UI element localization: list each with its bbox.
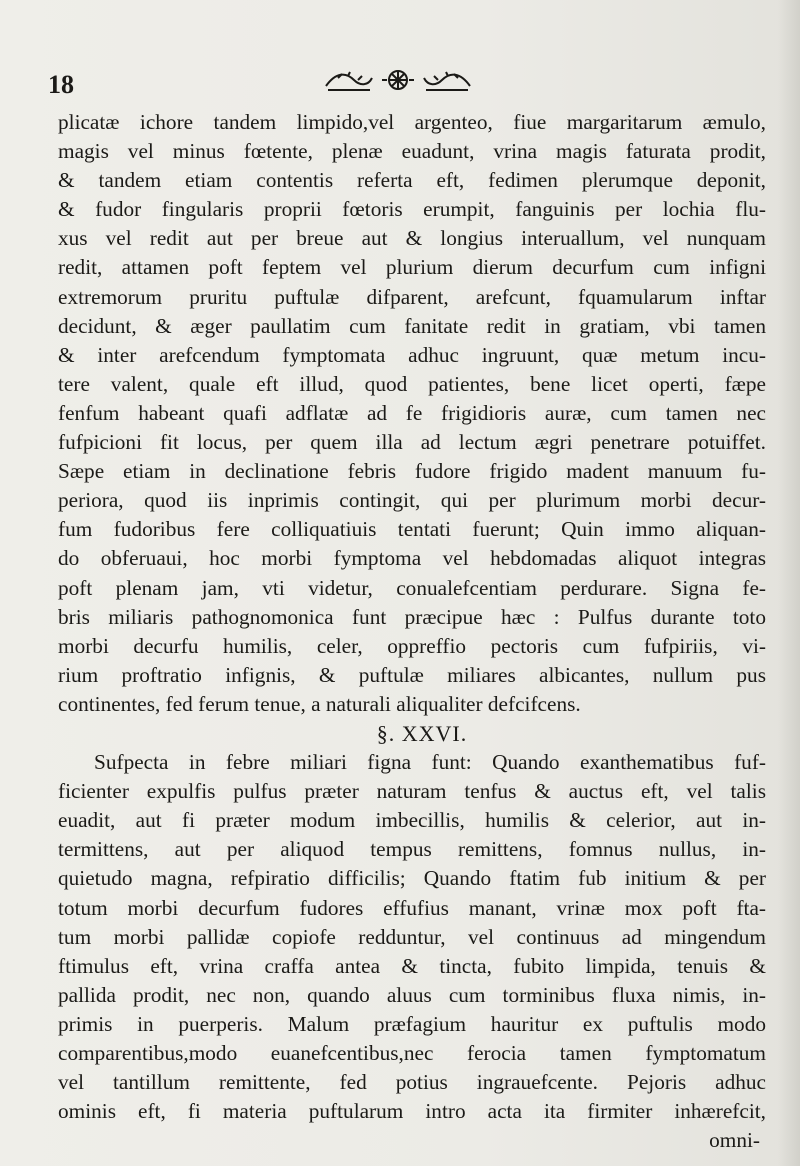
section-heading: §. XXVI. bbox=[376, 720, 468, 746]
text-line: periora, quod iis inprimis contingit, qui per plurimum morbi decur- bbox=[58, 488, 766, 513]
text-line: & tandem etiam contentis referta eft, fedimen plerumque deponit, bbox=[58, 168, 766, 193]
text-line: continentes, fed ferum tenue, a naturali aliqualiter defcifcens. bbox=[58, 691, 581, 716]
page-header bbox=[48, 62, 748, 102]
text-line: xus vel redit aut per breue aut & longius interuallum, vel nunquam bbox=[58, 226, 766, 251]
text-line: poft plenam jam, vti videtur, conualefcentiam perdurare. Signa fe- bbox=[58, 575, 766, 600]
text-line: ficienter expulfis pulfus præter naturam tenfus & auctus eft, vel talis bbox=[58, 779, 766, 804]
text-line: decidunt, & æger paullatim cum fanitate redit in gratiam, vbi tamen bbox=[58, 313, 766, 338]
catchword: omni- bbox=[709, 1128, 760, 1153]
text-line: comparentibus,modo euanefcentibus,nec ferocia tamen fymptomatum bbox=[58, 1041, 766, 1065]
text-line: vel tantillum remittente, fed potius ingrauefcente. Pejoris adhuc bbox=[58, 1070, 766, 1095]
text-line: totum morbi decurfum fudores effufius manant, vrinæ mox poft fta- bbox=[58, 895, 766, 920]
text-line: extremorum pruritu puftulæ difparent, arefcunt, fquamularum inftar bbox=[58, 284, 766, 309]
text-line: redit, attamen poft feptem vel plurium dierum decurfum cum infigni bbox=[58, 255, 766, 280]
text-line: euadit, aut fi præter modum imbecillis, humilis & celerior, aut in- bbox=[58, 808, 766, 833]
text-line: magis vel minus fœtente, plenæ euadunt, vrina magis faturata prodit, bbox=[58, 139, 766, 164]
text-line: rium proftratio infignis, & puftulæ miliares albicantes, nullum pus bbox=[58, 662, 766, 687]
text-line: morbi decurfu humilis, celer, oppreffio pectoris cum fufpiriis, vi- bbox=[58, 633, 766, 658]
text-line: ominis eft, fi materia puftularum intro acta ita firmiter inhærefcit, bbox=[58, 1099, 766, 1124]
text-line: primis in puerperis. Malum præfagium hauritur ex puftulis modo bbox=[58, 1011, 766, 1036]
page-number: 18 bbox=[48, 70, 74, 99]
text-line: do obferuaui, hoc morbi fymptoma vel hebdomadas aliquot integras bbox=[58, 546, 766, 571]
text-line: termittens, aut per aliquod tempus remittens, fomnus nullus, in- bbox=[58, 837, 766, 862]
text-line: fenfum habeant quafi adflatæ ad fe frigidioris auræ, cum tamen nec bbox=[58, 400, 766, 425]
page-edge-shadow bbox=[778, 0, 800, 1166]
text-line: plicatæ ichore tandem limpido,vel argenteo, fiue margaritarum æmulo, bbox=[58, 110, 766, 134]
text-line: bris miliaris pathognomonica funt præcipue hæc : Pulfus durante toto bbox=[58, 604, 766, 629]
text-line: tere valent, quale eft illud, quod patientes, bene licet operti, fæpe bbox=[58, 371, 766, 396]
text-line: pallida prodit, nec non, quando aluus cum torminibus fluxa nimis, in- bbox=[58, 982, 766, 1007]
body-text bbox=[58, 108, 766, 1155]
text-line: fum fudoribus fere colliquatiuis tentati fuerunt; Quin immo aliquan- bbox=[58, 517, 766, 542]
printer-ornament-icon bbox=[298, 62, 498, 98]
text-line: Sufpecta in febre miliari figna funt: Quando exanthematibus fuf- bbox=[94, 750, 766, 775]
text-line: & fudor fingularis proprii fœtoris erumpit, fanguinis per lochia flu- bbox=[58, 197, 766, 222]
text-line: & inter arefcendum fymptomata adhuc ingruunt, quæ metum incu- bbox=[58, 342, 766, 367]
text-line: Sæpe etiam in declinatione febris fudore frigido madent manuum fu- bbox=[58, 459, 766, 484]
text-line: ftimulus eft, vrina craffa antea & tincta, fubito limpida, tenuis & bbox=[58, 953, 766, 978]
text-line: tum morbi pallidæ copiofe redduntur, vel continuus ad mingendum bbox=[58, 924, 766, 949]
text-line: fufpicioni fit locus, per quem illa ad lectum ægri penetrare potuiffet. bbox=[58, 430, 766, 455]
text-line: quietudo magna, refpiratio difficilis; Quando ftatim fub initium & per bbox=[58, 866, 766, 891]
